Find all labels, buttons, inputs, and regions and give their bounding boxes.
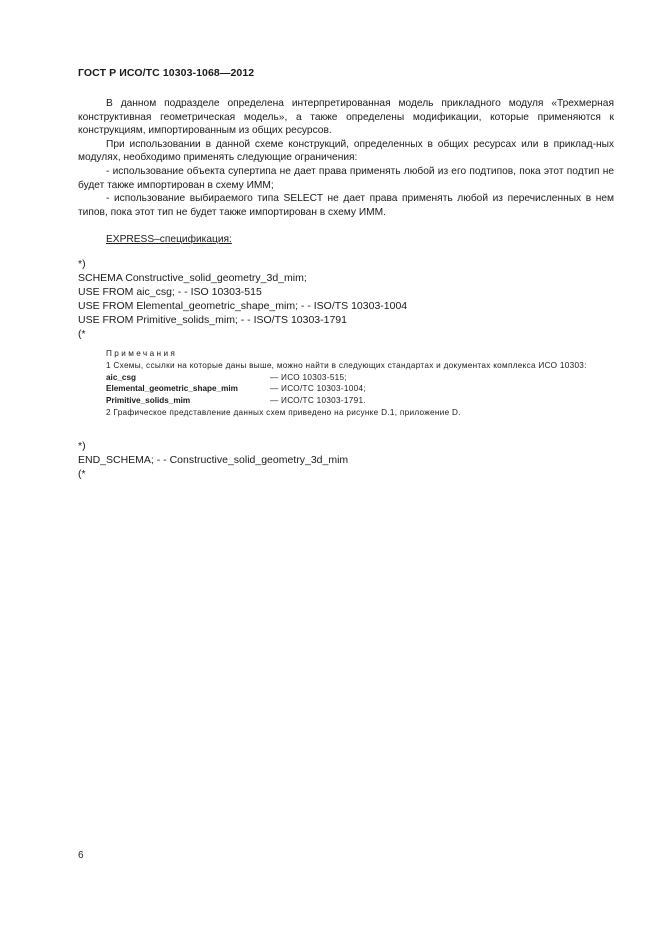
note-1: 1 Схемы, ссылки на которые даны выше, можно найти в следующих стандартах и документах комплекса ИСО 10303:	[106, 360, 587, 370]
paragraph-intro: В данном подразделе определена интерпретированная модель прикладного модуля «Трехмерная конструктивная геометрическая модель», а также определены модификации, которые применяются к конструкциям, импортированным из общих ресурсов.	[78, 98, 614, 137]
reference-row	[78, 372, 614, 384]
reference-standard: — ИСО/ТС 10303-1004;	[270, 384, 366, 394]
notes-block	[78, 348, 614, 419]
notes-title: Примечания	[106, 349, 178, 358]
paragraph-constraints: При использовании в данной схеме конструкций, определенных в общих ресурсах или в приклад-ных модулях, необходимо применять следующие ограничения:	[78, 138, 614, 164]
reference-row	[78, 383, 614, 395]
code-line: USE FROM Elemental_geometric_shape_mim; - - ISO/TS 10303-1004	[78, 299, 408, 312]
code-line: USE FROM Primitive_solids_mim; - - ISO/TS 10303-1791	[78, 313, 347, 326]
document-header: ГОСТ Р ИСО/ТС 10303-1068—2012	[78, 67, 255, 79]
code-line: SCHEMA Constructive_solid_geometry_3d_mim;	[78, 271, 307, 284]
body-text	[78, 97, 614, 219]
code-block-schema	[78, 258, 407, 341]
code-block-end-schema	[78, 440, 348, 482]
paragraph-supertype-rule: - использование объекта супертипа не дает права применять любой из его подтипов, пока этот подтип не будет также импортирован в схему ИММ;	[78, 165, 614, 191]
code-line: *)	[78, 440, 86, 452]
code-line: *)	[78, 258, 86, 270]
reference-schema-name: aic_csg	[106, 372, 137, 382]
page-number: 6	[78, 850, 84, 861]
reference-schema-name: Primitive_solids_mim	[106, 396, 191, 406]
reference-row	[78, 395, 614, 407]
code-line: (*	[78, 467, 86, 480]
code-line: USE FROM aic_csg; - - ISO 10303-515	[78, 285, 262, 298]
reference-standard: — ИСО/ТС 10303-1791.	[270, 396, 366, 406]
code-line: (*	[78, 327, 86, 340]
reference-schema-name: Elemental_geometric_shape_mim	[106, 384, 238, 394]
code-line: END_SCHEMA; - - Constructive_solid_geometry_3d_mim	[78, 453, 349, 466]
express-spec-label: EXPRESS–спецификация:	[106, 234, 232, 245]
paragraph-select-rule: - использование выбираемого типа SELECT не дает права применять любой из перечисленных в нем типов, пока этот тип не будет также импортирован в схему ИММ.	[78, 193, 614, 218]
note-2: 2 Графическое представление данных схем приведено на рисунке D.1, приложение D.	[106, 407, 461, 417]
reference-standard: — ИСО 10303-515;	[270, 372, 347, 382]
